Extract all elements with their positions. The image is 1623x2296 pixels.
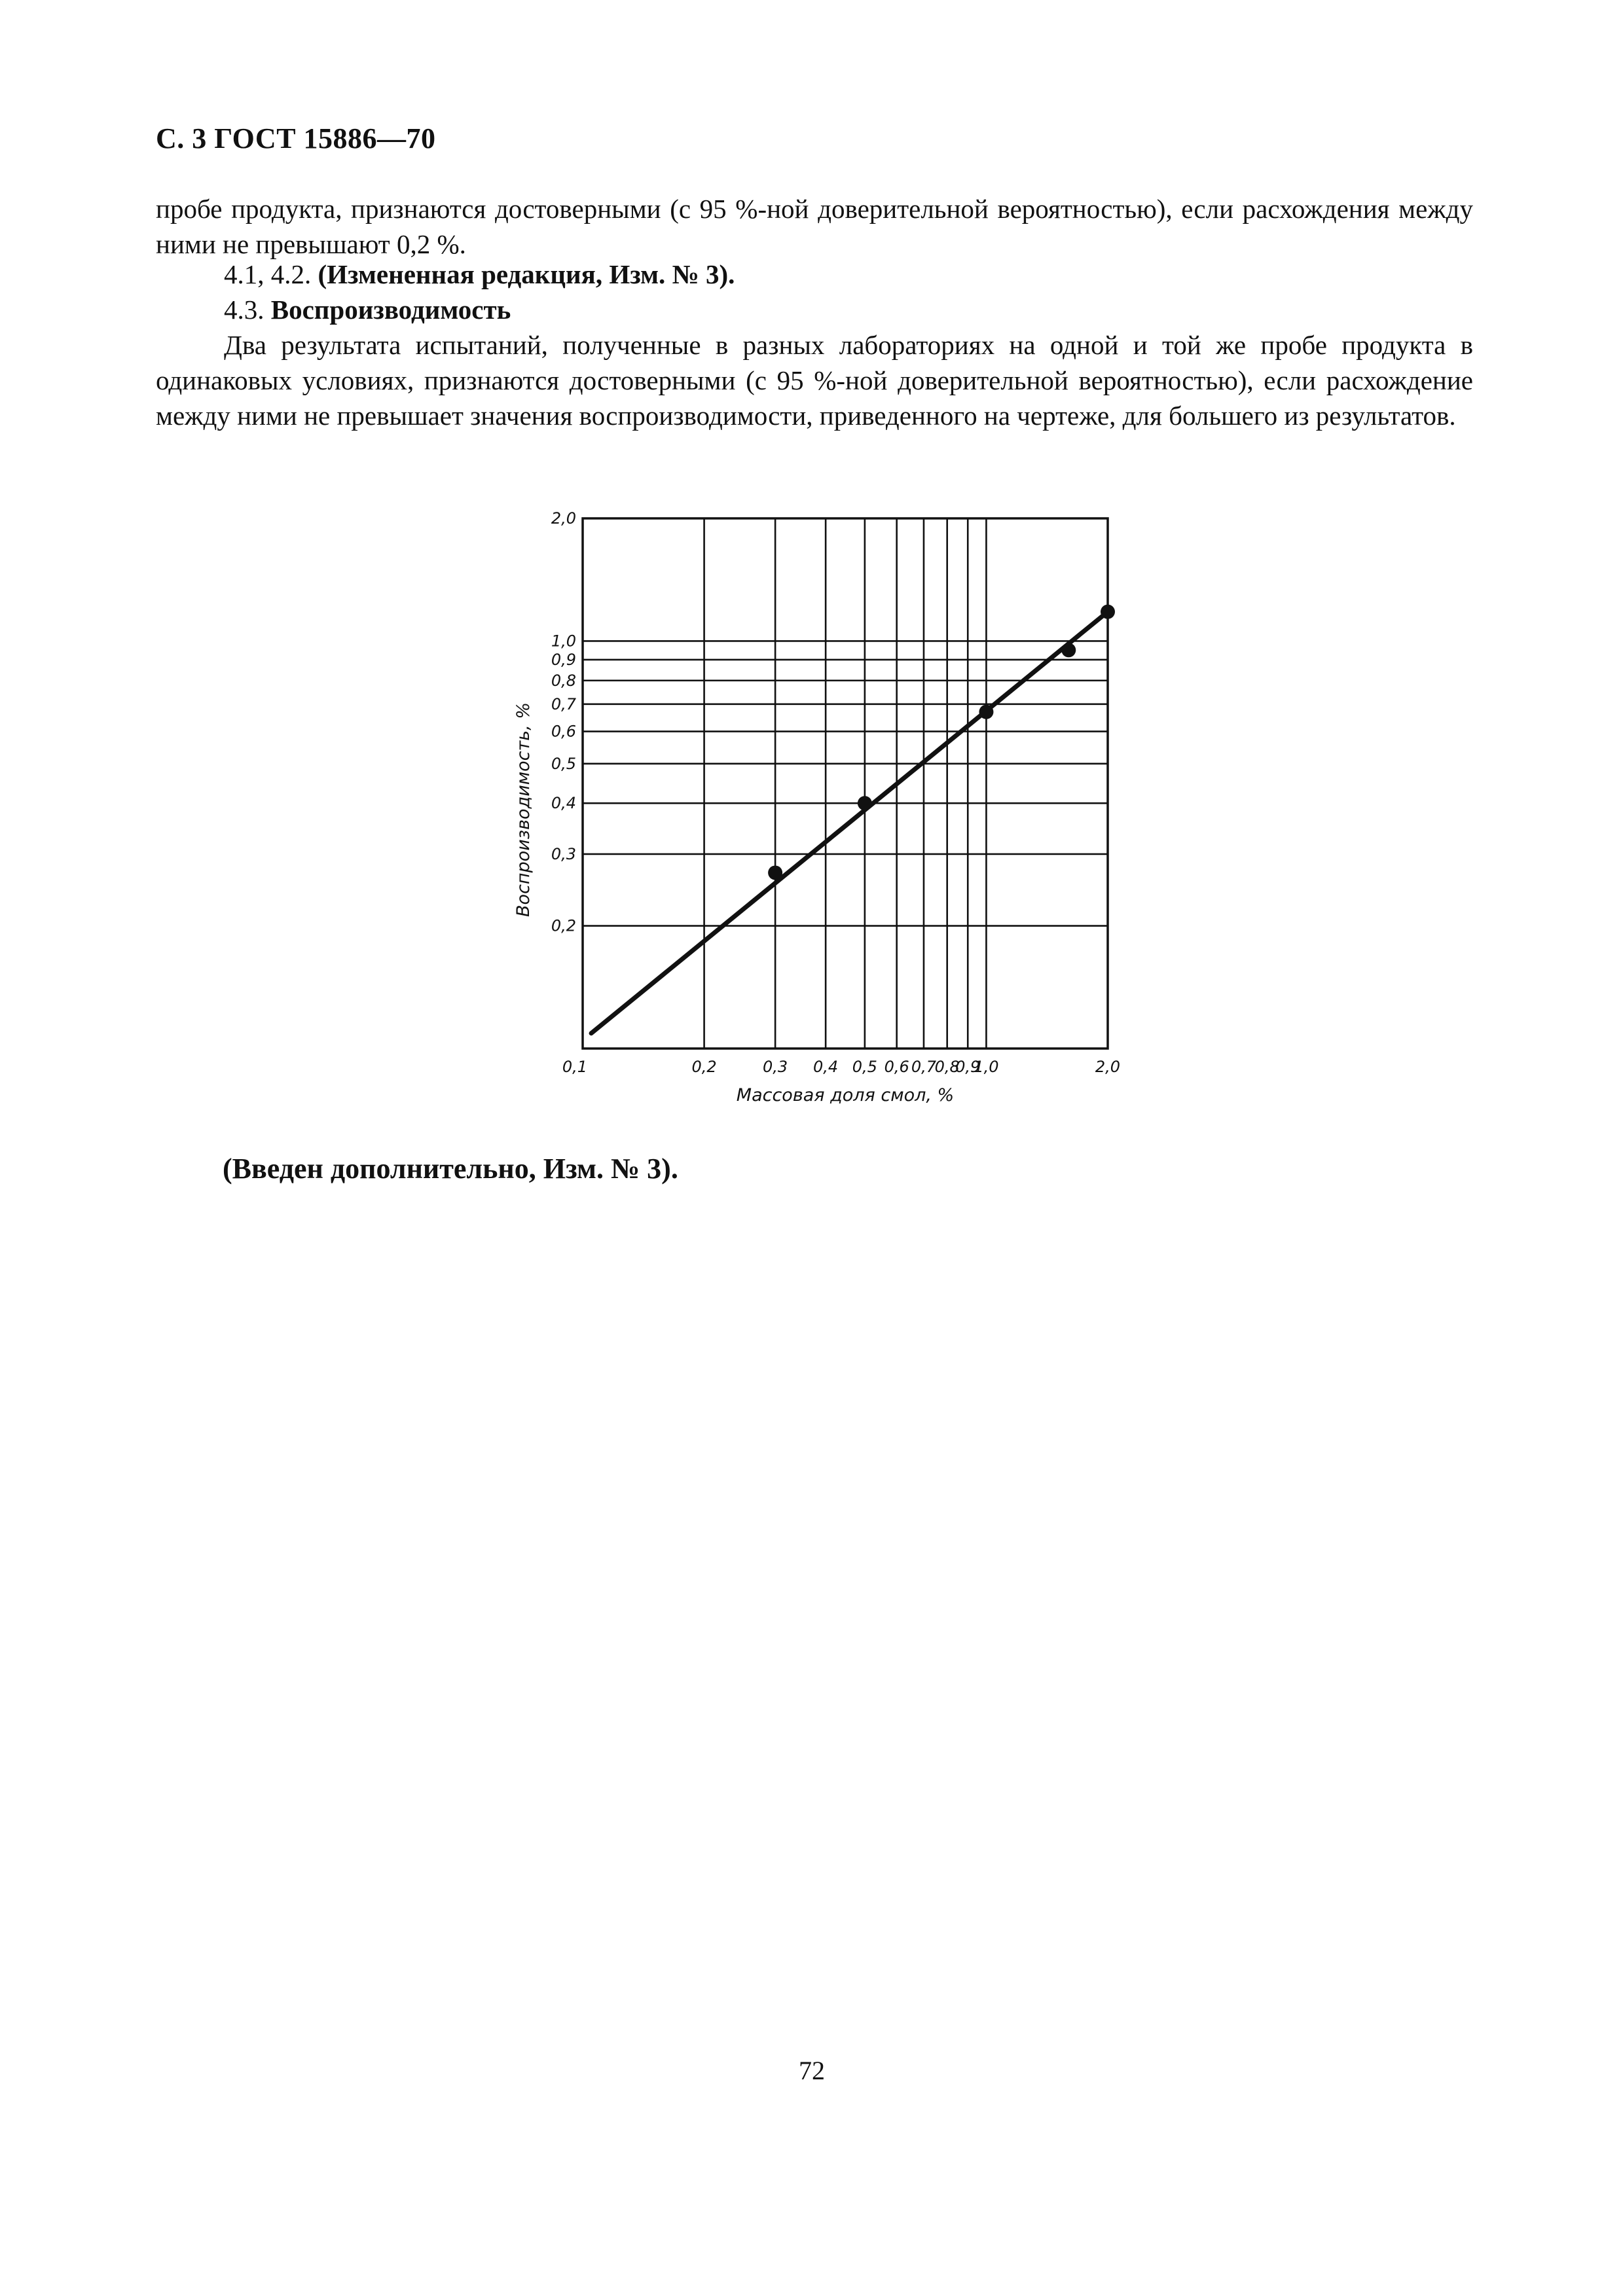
y-tick-label-5: 0,6 [551,722,576,741]
data-point-1 [858,796,872,810]
x-axis-title: Массовая доля смол, % [736,1085,955,1105]
paragraph-2 [156,257,1541,292]
page-number: 72 [799,2056,825,2085]
section-number: 4.3. [224,295,264,325]
data-point-4 [1101,605,1115,619]
y-tick-label-9: 1,0 [551,632,576,651]
x-tick-label-4: 0,5 [852,1058,877,1076]
x-tick-label-2: 0,3 [763,1058,788,1076]
data-point-0 [768,865,782,880]
y-tick-label-6: 0,7 [551,694,576,713]
y-tick-label-8: 0,9 [551,650,576,669]
data-point-2 [979,705,993,719]
y-tick-label-1: 0,2 [551,916,576,935]
paragraph-4 [156,327,1473,433]
x-tick-label-1: 0,2 [691,1058,717,1076]
section-title: Воспроизводимость [270,295,511,325]
x-tick-label-6: 0,7 [911,1058,937,1076]
x-tick-label-8: 0,9 [955,1058,981,1076]
paragraph-2-number: 4.1, 4.2. [224,259,312,289]
y-axis-title: Воспроизводимость, % [513,702,534,917]
x-tick-label-9: 1,0 [974,1058,999,1076]
y-tick-label-3: 0,4 [551,794,576,813]
x-tick-label-0: 0,1 [562,1058,588,1076]
x-tick-label-5: 0,6 [884,1058,909,1076]
y-tick-label-4: 0,5 [551,754,576,773]
plot-frame [583,518,1108,1049]
paragraph-1: пробе продукта, признаются достоверными (с 95 %-ной доверительной вероятностью), если расхождения между ними не превышают 0,2 %. [156,194,1473,259]
data-point-3 [1061,643,1076,657]
y-tick-label-7: 0,8 [551,671,576,690]
x-tick-label-7: 0,8 [934,1058,960,1076]
y-tick-label-2: 0,3 [551,844,576,863]
document-header: С. 3 ГОСТ 15886—70 [156,122,436,154]
reproducibility-line [591,612,1108,1033]
reproducibility-chart [498,497,1126,1126]
x-tick-label-3: 0,4 [813,1058,839,1076]
paragraph-3 [156,292,1541,327]
x-tick-label-10: 2,0 [1095,1058,1121,1076]
y-tick-label-10: 2,0 [551,509,576,528]
chart-svg [498,497,1126,1126]
amendment-note: (Введен дополнительно, Изм. № 3). [223,1153,678,1185]
paragraph-2-amendment: (Измененная редакция, Изм. № 3). [318,259,735,289]
paragraph-4-text: Два результата испытаний, полученные в разных лабораториях на одной и той же пробе продукта в одинаковых условиях, признаются достоверными (с 95 %-ной доверительной вероятностью), если расхождение между ними не превышает значения воспроизводимости, приведенного на чертеже, для большего из результатов. [156,330,1473,431]
